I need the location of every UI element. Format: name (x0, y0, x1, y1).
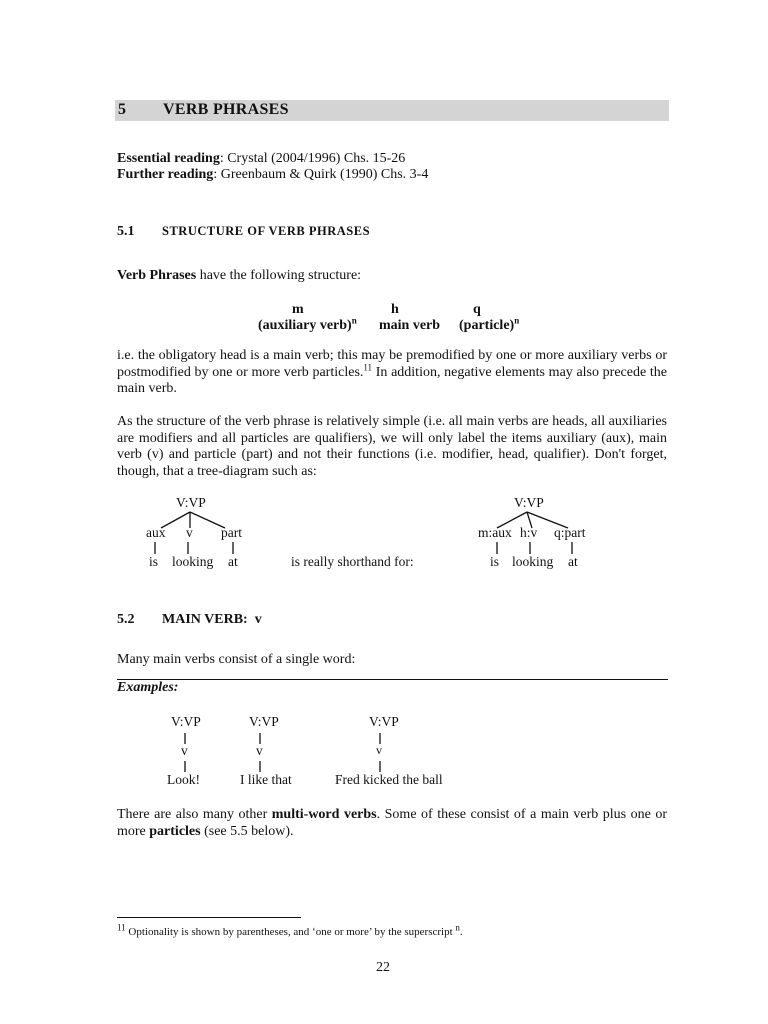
formula-main-verb: main verb (379, 318, 441, 333)
footnote-text: Optionality is shown by parentheses, and ‘one or more’ by the superscript (125, 926, 456, 938)
paragraph-head-description (117, 348, 667, 398)
subsection-title-text: MAIN VERB: (162, 612, 248, 627)
paragraph-single-word: Many main verbs consist of a single word: (117, 652, 356, 667)
subsection-number: 5.1 (117, 224, 135, 239)
tree-right-word-looking: looking (512, 554, 554, 569)
example-3-node: v (376, 743, 382, 757)
formula-auxiliary (258, 315, 357, 334)
tree-right-maux: m:aux (478, 525, 512, 540)
formula-part-sup: n (514, 315, 520, 326)
further-text: : Greenbaum & Quirk (1990) Chs. 3-4 (213, 167, 429, 182)
tree-right-word-at: at (568, 554, 578, 569)
footnote-rule (117, 917, 301, 918)
para4-bold-particles: particles (149, 823, 201, 839)
tree-right-hv: h:v (520, 525, 538, 540)
subsection-title: STRUCTURE OF VERB PHRASES (162, 224, 371, 238)
section-number: 5 (118, 101, 126, 118)
essential-text: : Crystal (2004/1996) Chs. 15-26 (219, 151, 406, 166)
tree-right-word-is: is (490, 554, 500, 569)
formula-h: h (391, 302, 399, 317)
paragraph-multi-word (117, 807, 667, 840)
subsection-number: 5.2 (117, 612, 135, 627)
examples-label: Examples: (117, 680, 179, 695)
formula-aux-sup: n (351, 315, 357, 326)
formula-part-text: (particle) (459, 318, 515, 333)
subsection-symbol: v (254, 612, 262, 627)
formula-q: q (473, 302, 481, 317)
footnote-number: 11 (117, 922, 126, 933)
tree-left-word-looking: looking (172, 554, 214, 569)
para4-text-a: There are also many other (117, 807, 272, 822)
tree-left-root: V:VP (176, 495, 206, 510)
shorthand-text: is really shorthand for: (291, 554, 414, 569)
tree-left-word-at: at (228, 554, 238, 569)
tree-left-word-is: is (149, 554, 159, 569)
essential-label: Essential reading (117, 151, 220, 166)
essential-reading (117, 151, 405, 167)
example-1-text: Look! (167, 772, 200, 787)
example-2-node: v (256, 743, 263, 758)
para1-text-a: i.e. the obligatory head is a main verb; this may be premodified by one or more auxiliary verbs or postmodified by one or more verb particles. (117, 348, 667, 380)
para1-text-b: In addition, negative elements may also precede the main verb. (117, 364, 667, 396)
footnote-ref: 11 (363, 361, 373, 372)
intro-rest: have the following structure: (196, 268, 362, 283)
formula-aux-text: (auxiliary verb) (258, 318, 352, 333)
example-3-root: V:VP (369, 714, 399, 729)
subsection-5-2-heading (117, 612, 262, 628)
tree-right-qpart: q:part (554, 525, 586, 540)
page-number: 22 (376, 960, 390, 975)
paragraph-structure: As the structure of the verb phrase is relatively simple (i.e. all main verbs are heads, all auxiliaries are modifiers and all particles are qualifiers), we will only label the items auxiliary (aux), main verb (v) and particle (part) and not their functions (i.e. modifier, head, qualifier). Don't forget, though, that a tree-diagram such as: (117, 414, 667, 479)
subsection-5-1-heading (117, 224, 371, 240)
subsection-title (162, 612, 262, 628)
tree-left-v: v (186, 525, 193, 540)
further-reading (117, 167, 428, 183)
footnote (117, 922, 463, 938)
intro-bold: Verb Phrases (117, 268, 197, 283)
example-3-text: Fred kicked the ball (335, 772, 443, 787)
formula-particle (459, 315, 520, 334)
footnote-end: . (459, 926, 463, 938)
section-title: VERB PHRASES (163, 101, 289, 118)
para4-bold-multiword: multi-word verbs (271, 807, 377, 822)
further-label: Further reading (117, 167, 214, 182)
tree-right-root: V:VP (514, 495, 544, 510)
footnote-sup: n (455, 922, 460, 933)
tree-left-aux: aux (146, 525, 166, 540)
example-1-root: V:VP (171, 714, 201, 729)
formula-m: m (292, 302, 304, 317)
para4-text-d: (see 5.5 below). (200, 823, 294, 839)
example-1-node: v (181, 743, 188, 758)
example-2-text: I like that (240, 772, 292, 787)
section-heading (115, 100, 669, 121)
tree-left-part: part (221, 525, 242, 540)
examples-rule (117, 679, 668, 680)
example-2-root: V:VP (249, 714, 279, 729)
intro-line (117, 268, 667, 285)
para4-text-c: . Some of these consist of a main verb plus one or more (117, 807, 668, 839)
